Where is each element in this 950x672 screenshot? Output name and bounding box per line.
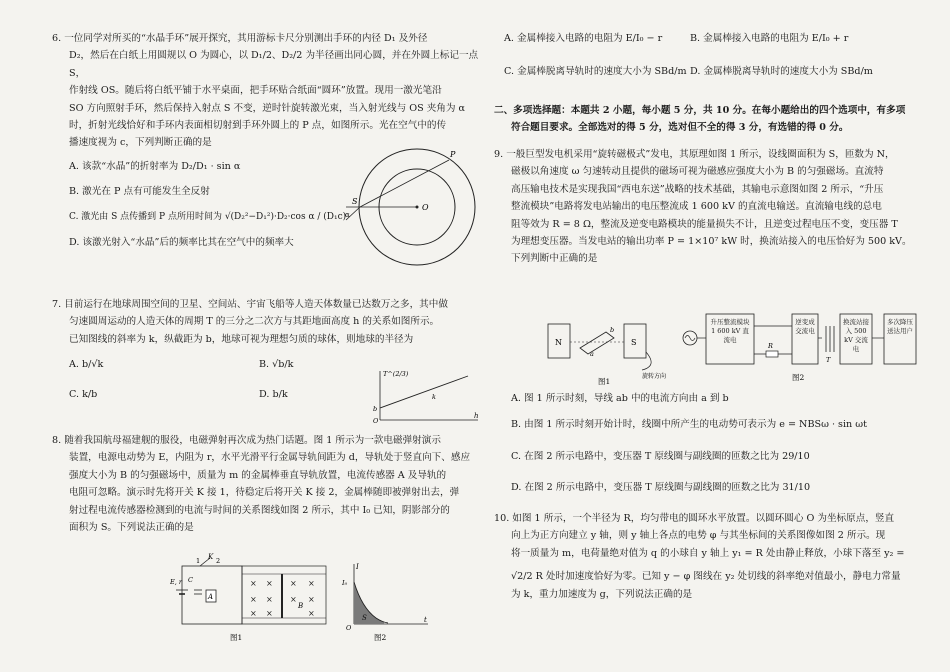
q9-fig2-transmission — [680, 306, 920, 386]
q9-stem-line: 阻等效为 R = 8 Ω，整流及逆变电路模块的能量损失不计，且逆变过程电压不变，变压器 T — [511, 218, 898, 230]
q10-stem-line: √2/2 R 处时加速度恰好为零。已知 y − φ 图线在 y₂ 处切线的斜率绝对值最小，静电力常量 — [511, 571, 901, 583]
label-rotation: 旋转方向 — [642, 373, 667, 380]
label-alpha: α — [345, 211, 350, 219]
label-i: I — [356, 563, 359, 571]
q7-option-d: D. b/k — [259, 388, 288, 400]
q10-stem-line: 将一质量为 m，电荷量绝对值为 q 的小球自 y 轴上 y₁ = R 处由静止释放，小球下落至 y₂ = — [511, 547, 905, 559]
q8-stem-line: 面积为 S。下列说法正确的是 — [69, 522, 194, 534]
fig1-caption: 图1 — [230, 633, 243, 642]
q10-stem-line: 10. 如图 1 所示，一个半径为 R，均匀带电的圆环水平放置。以圆环圆心 O 为坐标原点，竖直 — [494, 513, 895, 524]
q6-stem-line: 播速度视为 c，下列判断正确的是 — [69, 137, 212, 149]
q6-stem-line: SO 方向照射手环，然后保持入射点 S 不变，逆时针旋转激光束，当入射光线与 OS 夹角为 α — [69, 102, 466, 114]
box-step-up-text: 升压整流模块 1 600 kV 直流电 — [710, 318, 750, 344]
q8-stem-line: 8. 随着我国航母福建舰的服役，电磁弹射再次成为热门话题。图 1 所示为一款电磁弹射演示 — [52, 435, 441, 446]
svg-text:×: × — [290, 579, 297, 588]
section-2-line: 二、多项选择题：本题共 2 小题，每小题 5 分，共 10 分。在每小题给出的四个选项中，有多项 — [494, 105, 906, 116]
fig2-caption: 图2 — [792, 373, 805, 382]
x-axis-label: h — [474, 412, 479, 420]
label-b: b — [610, 326, 615, 334]
q7-graph — [370, 368, 482, 424]
rotation-arrow — [642, 352, 651, 370]
svg-text:×: × — [250, 595, 257, 604]
label-t: t — [424, 616, 427, 624]
slope-label: k — [432, 393, 436, 401]
svg-text:×: × — [250, 609, 257, 618]
q7-stem-line: 匀速圆周运动的人造天体的周期 T 的三分之二次方与其距地面高度 h 的关系如图所示。 — [69, 316, 440, 328]
q10-stem-line: 向上为正方向建立 y 轴，则 y 轴上各点的电势 φ 与其坐标间的关系图像如图 2 所示。现 — [511, 530, 886, 542]
label-i0: I₀ — [342, 579, 348, 587]
q7-stem-line: 7. 目前运行在地球周围空间的卫星、空间站、宇宙飞船等人造天体数量已达数万之多，其中做 — [52, 299, 448, 310]
coil — [580, 332, 614, 354]
q8-option-b: B. 金属棒接入电路的电阻为 E/I₀ + r — [690, 33, 849, 44]
label-p: P — [450, 150, 456, 159]
q9-option-a: A. 图 1 所示时刻，导线 ab 中的电流方向由 a 到 b — [511, 393, 729, 404]
q9-option-d: D. 在图 2 所示电路中，变压器 T 原线圈与副线圈的匝数之比为 31/10 — [511, 482, 811, 494]
section-2-line: 符合题目要求。全部选对的得 5 分，选对但不全的得 3 分，有选错的得 0 分。 — [511, 122, 849, 134]
svg-text:×: × — [266, 595, 273, 604]
question-9 — [494, 146, 922, 268]
center-o — [416, 206, 419, 209]
label-2: 2 — [216, 557, 221, 565]
svg-text:×: × — [308, 579, 315, 588]
resistor-r — [766, 351, 778, 357]
q8-fig2-current-graph — [340, 560, 432, 644]
label-t: T — [826, 356, 831, 364]
label-n: N — [555, 338, 562, 347]
q9-option-b: B. 由图 1 所示时刻开始计时，线圈中所产生的电动势可表示为 e = NBSω · sin ωt — [511, 419, 867, 431]
generator-wave — [685, 336, 695, 341]
q6-ring-figure — [342, 140, 482, 290]
q7-option-c: C. k/b — [69, 388, 98, 400]
label-c: C — [188, 576, 193, 584]
svg-text:×: × — [290, 595, 297, 604]
q8-option-d: D. 金属棒脱离导轨时的速度大小为 SBd/m — [690, 66, 873, 78]
label-o: O — [422, 203, 429, 212]
q8-stem-line: 强度大小为 B 的匀强磁场中，质量为 m 的金属棒垂直导轨放置，电流传感器 A 及导轨的 — [69, 469, 447, 481]
box-inverter-text: 逆变成交流电 — [795, 318, 815, 335]
svg-text:×: × — [266, 609, 273, 618]
q8-stem-line: 装置，电源电动势为 E，内阻为 r，水平光滑平行金属导轨间距为 d，导轨处于竖直向下、感应 — [69, 452, 471, 464]
q9-stem-line: 为理想变压器。当发电站的输出功率 P = 1×10⁷ kW 时，换流站接入的电压恰好为 500 kV。 — [511, 236, 912, 248]
question-8 — [52, 432, 482, 536]
q9-stem-line: 下列判断中正确的是 — [511, 253, 598, 265]
q9-stem-line: 9. 一般巨型发电机采用“旋转磁极式”发电，其原理如图 1 所示，设线圈面积为 S，匝数为 N， — [494, 149, 895, 160]
label-ammeter: A — [208, 593, 214, 601]
q9-stem-line: 高压输电技术是实现我国“西电东送”战略的技术基础，其输电示意图如图 2 所示，“升压 — [511, 183, 884, 195]
svg-text:×: × — [266, 579, 273, 588]
q8-stem-line: 电阻可忽略。演示时先将开关 K 接 1，待稳定后将开关 K 接 2，金属棒随即被弹射出去，弹 — [69, 487, 460, 499]
fig1-caption: 图1 — [598, 377, 611, 386]
q6-stem-line: 时，折射光线恰好和手环内表面相切射到手环外圆上的 P 点，如图所示。光在空气中的传 — [69, 120, 447, 132]
q6-option-a: A. 该款“水晶”的折射率为 D₂/D₁ · sin α — [69, 160, 241, 172]
q6-option-b: B. 激光在 P 点有可能发生全反射 — [69, 186, 210, 198]
y-axis-label: T^(2/3) — [383, 370, 409, 378]
q7-stem-line: 已知图线的斜率为 k，纵截距为 b，地球可视为理想匀质的球体，则地球的半径为 — [69, 333, 414, 345]
q6-stem-line: 作射线 OS。随后将白纸平铺于水平桌面，把手环贴合纸面“圆环”放置。现用一激光笔沿 — [69, 85, 442, 97]
q8-fig1-circuit — [170, 552, 330, 644]
shaded-area — [354, 582, 384, 624]
q9-stem-line: 整流模块”电路将发电站输出的电压整流成 1 600 kV 的直流电输送。直流输电线的总电 — [511, 201, 882, 213]
q8-options — [494, 30, 922, 81]
q9-stem-line: 磁极以角速度 ω 匀速转动且提供的磁场可视为磁感应强度大小为 B 的匀强磁场。直流特 — [511, 166, 884, 178]
label-k: K — [208, 553, 214, 561]
label-1: 1 — [196, 557, 201, 565]
graph-line — [380, 376, 468, 408]
q7-option-b: B. √b/k — [259, 359, 294, 371]
fig2-caption: 图2 — [374, 633, 387, 642]
q8-option-a: A. 金属棒接入电路的电阻为 E/I₀ − r — [504, 33, 663, 44]
refracted-ray — [360, 160, 449, 207]
section-2-header — [494, 102, 922, 137]
q6-stem-line: 6. 一位同学对所买的“水晶手环”展开探究，其用游标卡尺分别测出手环的内径 D₁ 及外径 — [52, 33, 428, 44]
q9-option-c: C. 在图 2 所示电路中，变压器 T 原线圈与副线圈的匝数之比为 29/10 — [511, 450, 810, 462]
label-s: S — [631, 338, 637, 347]
q10-stem-line: 为 k，重力加速度为 g，下列说法正确的是 — [511, 588, 693, 600]
question-10 — [494, 510, 922, 603]
origin-label: O — [373, 417, 379, 424]
svg-text:×: × — [308, 609, 315, 618]
q6-option-d: D. 该激光射入“水晶”后的频率比其在空气中的频率大 — [69, 237, 294, 249]
q9-fig1-generator — [542, 312, 672, 386]
box-users-text: 多次降压送达用户 — [887, 318, 913, 335]
q6-stem-line: D₂，然后在白纸上用圆规以 O 为圆心，以 D₁/2、D₂/2 为半径画出同心圆，并在外圆上标记一点 S， — [69, 50, 479, 79]
label-a: a — [590, 350, 594, 358]
q8-option-c: C. 金属棒脱离导轨时的速度大小为 SBd/m — [504, 66, 687, 78]
label-r: R — [768, 342, 773, 350]
q9-options — [494, 390, 922, 497]
svg-text:×: × — [308, 595, 315, 604]
label-s: S — [352, 197, 358, 206]
q6-option-c: C. 激光由 S 点传播到 P 点所用时间为 √(D₂²−D₁²)·D₂·cos α / (D₁c) — [69, 211, 347, 222]
q7-option-a: A. b/√k — [69, 359, 104, 371]
label-s: S — [362, 614, 367, 622]
svg-text:×: × — [250, 579, 257, 588]
label-b: B — [298, 602, 304, 610]
intercept-label: b — [373, 405, 378, 413]
label-er: E, r — [170, 578, 182, 586]
q8-stem-line: 射过程电流传感器检测到的电流与时间的关系图线如图 2 所示，其中 I₀ 已知，阴影部分的 — [69, 504, 450, 516]
box-converter-text: 换流站接入 500 kV 交流电 — [843, 318, 869, 353]
label-o: O — [346, 624, 352, 632]
